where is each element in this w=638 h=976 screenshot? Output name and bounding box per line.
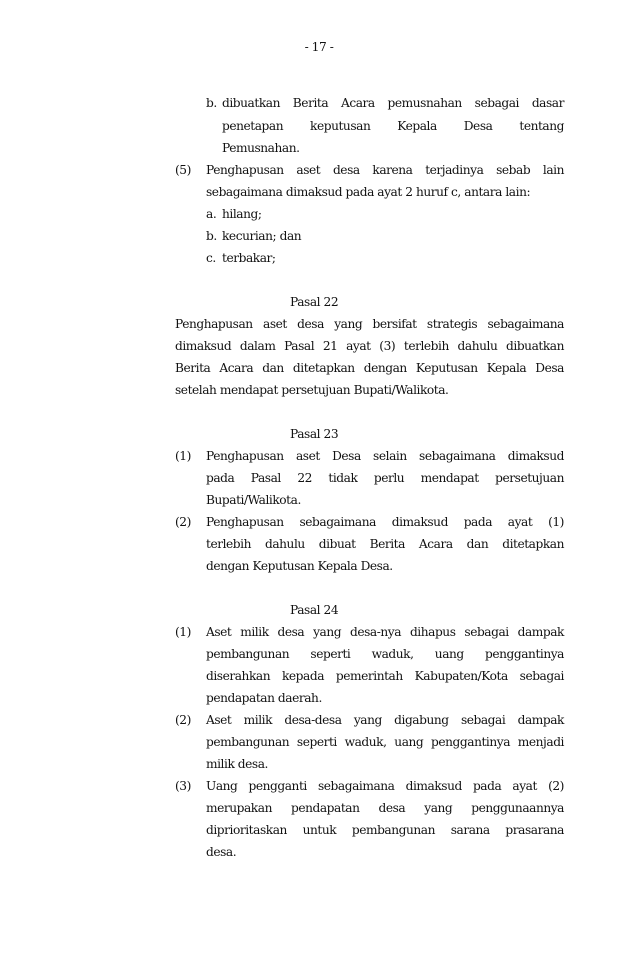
pasal-24-item-3-line-1: Uang pengganti sebagaimana dimaksud pada ayat (2) bbox=[206, 779, 564, 793]
pasal-24-item-2-marker: (2) bbox=[175, 713, 191, 727]
para-5-sub-c-text: terbakar; bbox=[222, 251, 276, 265]
pasal-23-heading: Pasal 23 bbox=[290, 427, 339, 441]
pasal-24-item-2-line-2: pembangunan seperti waduk, uang penggantinya menjadi bbox=[206, 735, 564, 749]
pasal-23-item-2-marker: (2) bbox=[175, 515, 191, 529]
page-number: - 17 - bbox=[304, 40, 334, 54]
para-5-line-1: Penghapusan aset desa karena terjadinya sebab lain bbox=[206, 163, 564, 177]
pasal-23-item-2-line-2: terlebih dahulu dibuat Berita Acara dan ditetapkan bbox=[206, 537, 564, 551]
pasal-24-item-1-line-4: pendapatan daerah. bbox=[206, 691, 322, 705]
pasal-23-item-1-line-1: Penghapusan aset Desa selain sebagaimana dimaksud bbox=[206, 449, 564, 463]
pasal-24-item-3-line-3: diprioritaskan untuk pembangunan sarana prasarana bbox=[206, 823, 564, 837]
para-5-sub-a-text: hilang; bbox=[222, 207, 262, 221]
pasal-22-line-1: Penghapusan aset desa yang bersifat strategis sebagaimana bbox=[175, 317, 564, 331]
item-b-line-1: dibuatkan Berita Acara pemusnahan sebagai dasar bbox=[222, 96, 564, 110]
pasal-23-item-2-line-3: dengan Keputusan Kepala Desa. bbox=[206, 559, 393, 573]
para-5-sub-b-marker: b. bbox=[206, 229, 217, 243]
pasal-24-item-3-line-2: merupakan pendapatan desa yang penggunaannya bbox=[206, 801, 564, 815]
item-b-line-3: Pemusnahan. bbox=[222, 141, 300, 155]
pasal-24-item-3-marker: (3) bbox=[175, 779, 191, 793]
pasal-24-heading: Pasal 24 bbox=[290, 603, 339, 617]
pasal-23-item-1-line-3: Bupati/Walikota. bbox=[206, 493, 301, 507]
pasal-24-item-3-line-4: desa. bbox=[206, 845, 237, 859]
pasal-24-item-1-line-1: Aset milik desa yang desa-nya dihapus sebagai dampak bbox=[206, 625, 564, 639]
pasal-22-line-3: Berita Acara dan ditetapkan dengan Keputusan Kepala Desa bbox=[175, 361, 564, 375]
para-5-sub-c-marker: c. bbox=[206, 251, 216, 265]
pasal-23-item-1-marker: (1) bbox=[175, 449, 191, 463]
pasal-22-heading: Pasal 22 bbox=[290, 295, 339, 309]
para-5-sub-a-marker: a. bbox=[206, 207, 217, 221]
pasal-24-item-2-line-3: milik desa. bbox=[206, 757, 268, 771]
item-b-marker: b. bbox=[206, 96, 217, 110]
para-5-marker: (5) bbox=[175, 163, 191, 177]
pasal-22-line-2: dimaksud dalam Pasal 21 ayat (3) terlebih dahulu dibuatkan bbox=[175, 339, 564, 353]
pasal-22-line-4: setelah mendapat persetujuan Bupati/Walikota. bbox=[175, 383, 449, 397]
pasal-24-item-2-line-1: Aset milik desa-desa yang digabung sebagai dampak bbox=[206, 713, 564, 727]
pasal-24-item-1-line-3: diserahkan kepada pemerintah Kabupaten/Kota sebagai bbox=[206, 669, 564, 683]
para-5-line-2: sebagaimana dimaksud pada ayat 2 huruf c, antara lain: bbox=[206, 185, 531, 199]
pasal-23-item-1-line-2: pada Pasal 22 tidak perlu mendapat persetujuan bbox=[206, 471, 564, 485]
item-b-line-2: penetapan keputusan Kepala Desa tentang bbox=[222, 119, 564, 133]
pasal-23-item-2-line-1: Penghapusan sebagaimana dimaksud pada ayat (1) bbox=[206, 515, 564, 529]
para-5-sub-b-text: kecurian; dan bbox=[222, 229, 302, 243]
pasal-24-item-1-line-2: pembangunan seperti waduk, uang penggantinya bbox=[206, 647, 564, 661]
pasal-24-item-1-marker: (1) bbox=[175, 625, 191, 639]
